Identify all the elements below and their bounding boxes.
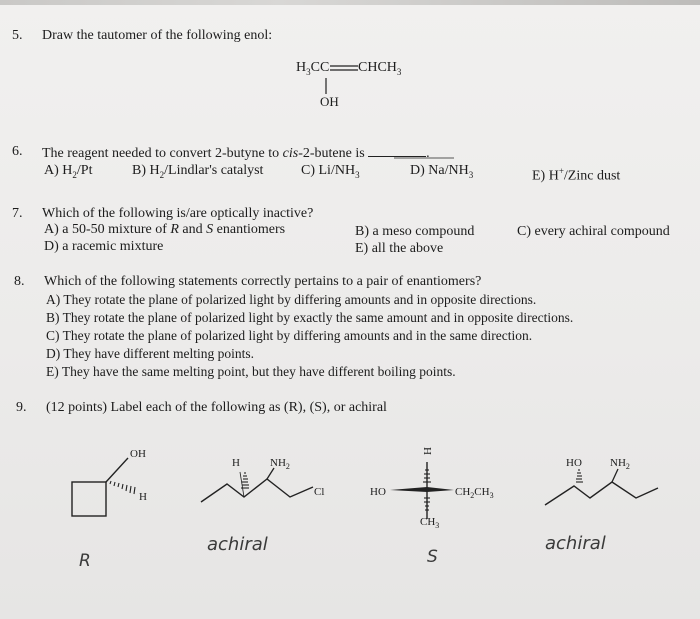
- q5-enol-right: $CHCH_3$: [358, 60, 402, 77]
- q8-option-b: B) They rotate the plane of polarized light by exactly the same amount and in opposite directions.: [46, 310, 574, 325]
- answer-2-handwritten: achiral: [207, 534, 268, 555]
- q8-option-c: C) They rotate the plane of polarized light by differing amounts and in the same direction.: [46, 328, 533, 343]
- q8-option-a: A) They rotate the plane of polarized light by differing amounts and in opposite directions.: [46, 292, 537, 307]
- q6-number: 6.: [12, 144, 23, 159]
- q8-option-d: D) They have different melting points.: [46, 346, 254, 361]
- m2-cl-label: Cl: [314, 486, 325, 498]
- m1-h-label: H: [139, 491, 147, 503]
- q6-option-a: A) $H_2/Pt$: [44, 163, 93, 180]
- q7-text: Which of the following is/are optically inactive?: [42, 206, 314, 221]
- q6-option-e: E) H+/Zinc dust: [532, 166, 621, 184]
- q7-option-d: D) a racemic mixture: [44, 239, 164, 254]
- q7-number: 7.: [12, 206, 23, 221]
- m2-nh2-label: $NH_2$: [270, 457, 290, 472]
- q5-enol-oh: OH: [320, 94, 339, 109]
- m2-h-label: H: [232, 457, 240, 469]
- m3-ethyl-label: $CH_2CH_3$: [455, 486, 494, 501]
- q5-text: Draw the tautomer of the following enol:: [42, 28, 273, 43]
- answer-1-handwritten: R: [79, 551, 91, 571]
- m1-oh-label: OH: [130, 448, 146, 460]
- q6-option-c: C) $Li/NH_3$: [301, 163, 360, 180]
- q8-option-e: E) They have the same melting point, but they have different boiling points.: [46, 364, 456, 379]
- answer-4-handwritten: achiral: [545, 533, 606, 554]
- m4-nh2-label: $NH_2$: [610, 457, 630, 472]
- m3-ho-label: HO: [370, 486, 386, 498]
- q8-number: 8.: [14, 274, 25, 289]
- q5-enol-left: $H_3CC$: [296, 60, 330, 77]
- q6-text: The reagent needed to convert 2-butyne to cis-2-butene is .: [42, 146, 430, 161]
- q7-option-b: B) a meso compound: [355, 224, 475, 239]
- q7-option-a: A) a 50-50 mixture of R and S enantiomers: [44, 222, 286, 237]
- answer-3-handwritten: S: [427, 547, 438, 567]
- q6-option-b: B) $H_2/Lindlar's$ catalyst: [132, 163, 264, 180]
- m3-ch3-label: $CH_3$: [420, 516, 440, 531]
- q6-option-d: D) $Na/NH_3$: [410, 163, 474, 180]
- q8-text: Which of the following statements correctly pertains to a pair of enantiomers?: [44, 274, 482, 289]
- q9-number: 9.: [16, 400, 27, 415]
- q9-text: (12 points) Label each of the following as (R), (S), or achiral: [46, 400, 387, 415]
- m4-ho-label: HO: [566, 457, 582, 469]
- q7-option-e: E) all the above: [355, 241, 444, 256]
- q7-option-c: C) every achiral compound: [517, 224, 670, 239]
- q5-number: 5.: [12, 28, 23, 43]
- m3-h-label: H: [422, 447, 434, 455]
